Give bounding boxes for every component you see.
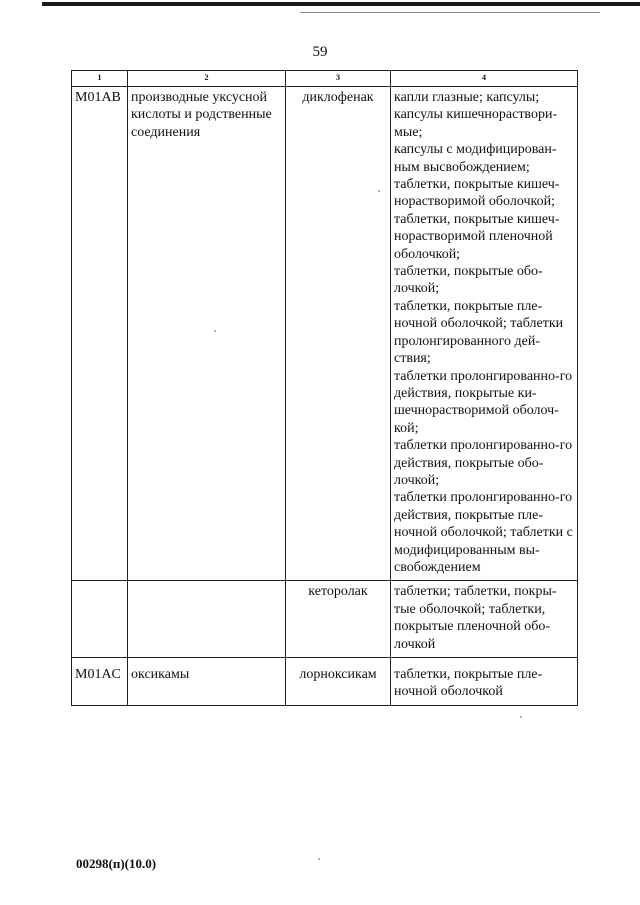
- dosage-form-line: капсулы с модифицирован-ным высвобождением;: [394, 142, 557, 175]
- atc-code-cell: M01AC: [72, 658, 128, 706]
- dosage-form-line: таблетки, покрытые обо-лочкой;: [394, 264, 543, 297]
- group-name-cell: производные уксусной кислоты и родственные соединения: [128, 87, 286, 581]
- dosage-form-line: таблетки, покрытые кишеч-норастворимой пленочной оболочкой;: [394, 211, 560, 262]
- top-border-rule: [42, 2, 640, 6]
- dosage-form-line: капсулы кишечнораствори-мые;: [394, 107, 558, 140]
- atc-code-cell: M01AB: [72, 87, 128, 581]
- dosage-forms-cell: [391, 658, 578, 706]
- scan-speck: [378, 190, 380, 192]
- scan-speck: [318, 858, 320, 860]
- table-row: [72, 581, 578, 658]
- group-name-cell: оксикамы: [128, 658, 286, 706]
- column-number: 1: [72, 71, 128, 87]
- dosage-forms-cell: [391, 87, 578, 581]
- dosage-form-line: таблетки; таблетки, покры-тые оболочкой; таблетки, покрытые пленочной обо-лочкой: [394, 584, 557, 652]
- top-thin-rule: [300, 12, 600, 13]
- dosage-form-line: таблетки, покрытые пле-ночной оболочкой: [394, 667, 543, 700]
- scan-speck: [520, 716, 522, 718]
- atc-code-cell: [72, 581, 128, 658]
- substance-cell: кеторолак: [286, 581, 391, 658]
- dosage-form-line: таблетки пролонгированно-го действия, покрытые обо-лочкой;: [394, 438, 573, 488]
- dosage-form-line: таблетки, покрытые пле-ночной оболочкой; таблетки пролонгированного дей-ствия;: [394, 298, 564, 367]
- column-number-row: [72, 71, 578, 87]
- substance-cell: лорноксикам: [286, 658, 391, 706]
- column-number: 4: [391, 71, 578, 87]
- scan-speck: [214, 330, 216, 332]
- dosage-form-line: таблетки, покрытые кишеч-норастворимой оболочкой;: [394, 177, 560, 210]
- drug-table: [71, 70, 578, 706]
- dosage-forms-cell: [391, 581, 578, 658]
- document-footer-code: 00298(п)(10.0): [76, 856, 157, 871]
- dosage-form-line: таблетки пролонгированно-го действия, покрытые пле-ночной оболочкой; таблетки с модифицированным вы-свобождением: [394, 490, 573, 575]
- dosage-form-line: таблетки пролонгированно-го действия, покрытые ки-шечнорастворимой оболоч-кой;: [394, 368, 573, 436]
- column-number: 2: [128, 71, 286, 87]
- page-number: 59: [312, 44, 328, 60]
- column-number: 3: [286, 71, 391, 87]
- dosage-form-line: капли глазные; капсулы;: [394, 90, 540, 105]
- substance-cell: диклофенак: [286, 87, 391, 581]
- table-row: [72, 658, 578, 706]
- table-row: [72, 87, 578, 581]
- group-name-cell: [128, 581, 286, 658]
